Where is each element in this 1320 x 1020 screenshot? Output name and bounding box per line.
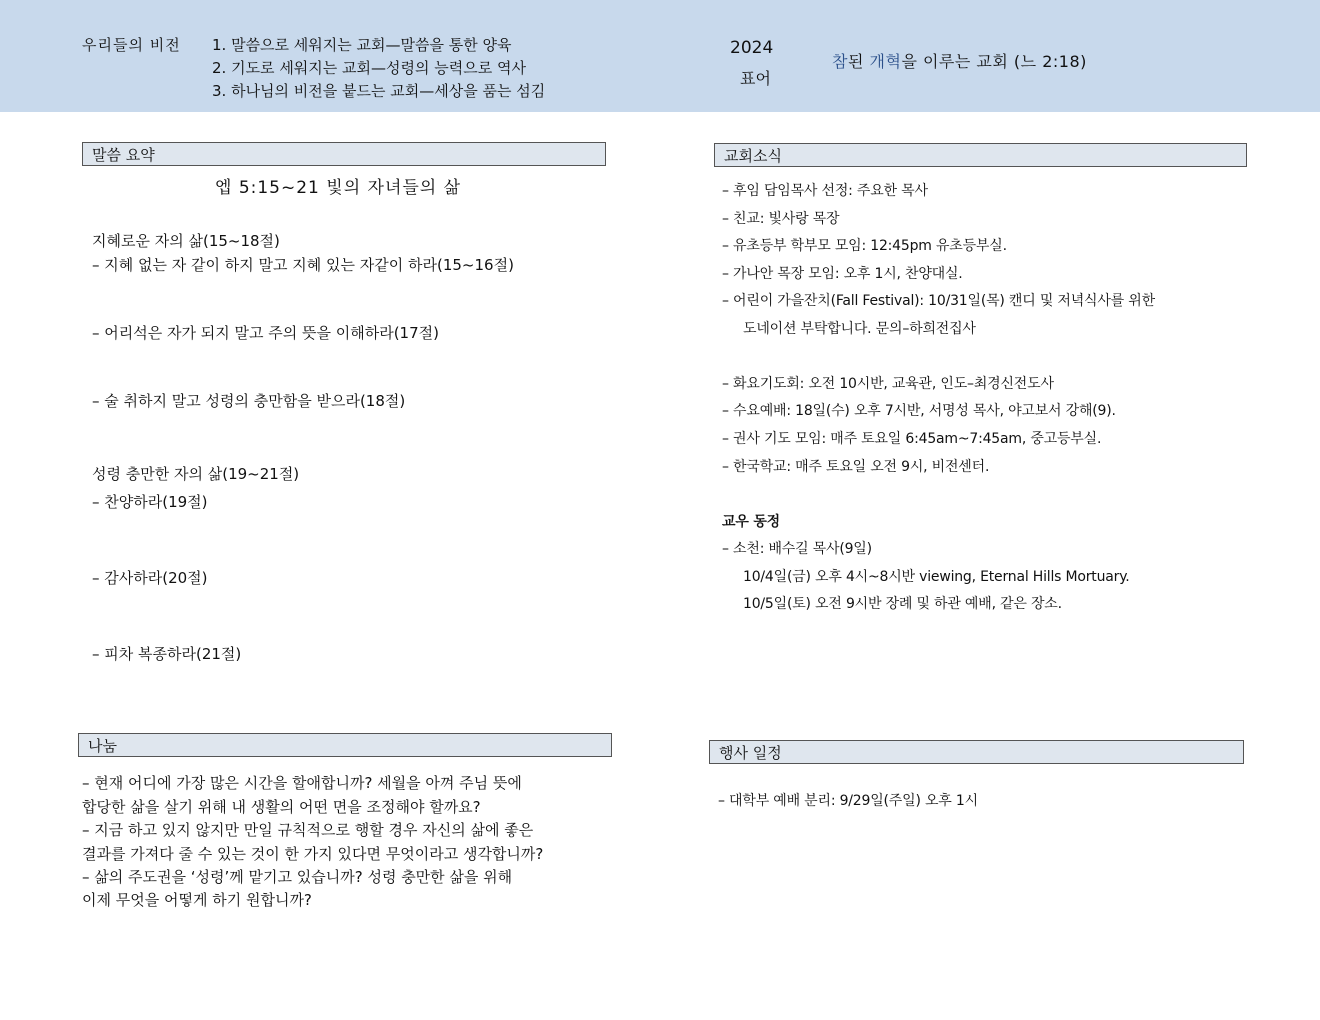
sermon-line-1: 지혜로운 자의 삶(15~18절) — [92, 232, 280, 250]
news-line-10: – 한국학교: 매주 토요일 오전 9시, 비전센터. — [722, 459, 990, 475]
sharing-line-6: 이제 무엇을 어떻게 하기 원합니까? — [82, 891, 312, 909]
vision-item-3: 3. 하나님의 비전을 붙드는 교회—세상을 품는 섬김 — [212, 82, 546, 100]
sharing-line-5: – 삶의 주도권을 ‘성령’께 맡기고 있습니까? 성령 충만한 삶을 위해 — [82, 868, 513, 886]
news-line-8: – 수요예배: 18일(수) 오후 7시반, 서명성 목사, 야고보서 강해(9). — [722, 403, 1116, 419]
sharing-header: 나눔 — [78, 733, 612, 757]
sermon-line-2: – 지혜 없는 자 같이 하지 말고 지혜 있는 자같이 하라(15~16절) — [92, 256, 514, 274]
motto-word-2: 된 — [847, 52, 870, 71]
condolence-line-3: 10/5일(토) 오전 9시반 장례 및 하관 예배, 같은 장소. — [743, 596, 1062, 612]
events-line-1: – 대학부 예배 분리: 9/29일(주일) 오후 1시 — [718, 793, 978, 809]
news-line-7: – 화요기도회: 오전 10시반, 교육관, 인도–최경신전도사 — [722, 376, 1054, 392]
sermon-line-4: – 술 취하지 말고 성령의 충만함을 받으라(18절) — [92, 392, 406, 410]
sermon-title: 엡 5:15~21 빛의 자녀들의 삶 — [215, 178, 462, 198]
news-line-4: – 가나안 목장 모임: 오후 1시, 찬양대실. — [722, 266, 963, 282]
sermon-line-3: – 어리석은 자가 되지 말고 주의 뜻을 이해하라(17절) — [92, 324, 439, 342]
sermon-line-6: – 찬양하라(19절) — [92, 493, 208, 511]
motto-word-3: 개혁 — [869, 52, 902, 71]
news-line-6: 도네이션 부탁합니다. 문의–하희전집사 — [743, 321, 976, 337]
motto-text — [832, 49, 1087, 72]
vision-banner — [0, 0, 1320, 112]
vision-item-1: 1. 말씀으로 세워지는 교회—말씀을 통한 양육 — [212, 36, 512, 54]
motto-word-1: 참 — [832, 52, 848, 71]
sharing-line-1: – 현재 어디에 가장 많은 시간을 할애합니까? 세월을 아껴 주님 뜻에 — [82, 774, 522, 792]
sharing-line-2: 합당한 삶을 살기 위해 내 생활의 어떤 면을 조정해야 할까요? — [82, 798, 481, 816]
motto-year: 2024 — [730, 38, 774, 58]
news-line-5: – 어린이 가을잔치(Fall Festival): 10/31일(목) 캔디 및 저녁식사를 위한 — [722, 293, 1155, 309]
vision-item-2: 2. 기도로 세워지는 교회—성령의 능력으로 역사 — [212, 59, 526, 77]
news-line-9: – 권사 기도 모임: 매주 토요일 6:45am~7:45am, 중고등부실. — [722, 431, 1102, 447]
vision-label: 우리들의 비전 — [82, 36, 181, 54]
news-header: 교회소식 — [714, 143, 1247, 167]
motto-rest: 을 이루는 교회 (느 2:18) — [901, 52, 1087, 71]
condolence-line-2: 10/4일(금) 오후 4시~8시반 viewing, Eternal Hills Mortuary. — [743, 569, 1130, 585]
news-line-3: – 유초등부 학부모 모임: 12:45pm 유초등부실. — [722, 238, 1007, 254]
condolence-header: 교우 동정 — [722, 514, 780, 530]
sharing-line-4: 결과를 가져다 줄 수 있는 것이 한 가지 있다면 무엇이라고 생각합니까? — [82, 845, 544, 863]
motto-label: 표어 — [740, 69, 771, 88]
sermon-line-8: – 피차 복종하라(21절) — [92, 645, 242, 663]
sermon-line-7: – 감사하라(20절) — [92, 569, 208, 587]
sermon-header: 말씀 요약 — [82, 142, 606, 166]
news-line-2: – 친교: 빛사랑 목장 — [722, 211, 840, 227]
news-line-1: – 후임 담임목사 선정: 주요한 목사 — [722, 183, 928, 199]
sermon-line-5: 성령 충만한 자의 삶(19~21절) — [92, 465, 300, 483]
condolence-line-1: – 소천: 배수길 목사(9일) — [722, 541, 872, 557]
sharing-line-3: – 지금 하고 있지 않지만 만일 규칙적으로 행할 경우 자신의 삶에 좋은 — [82, 821, 534, 839]
events-header: 행사 일정 — [709, 740, 1244, 764]
